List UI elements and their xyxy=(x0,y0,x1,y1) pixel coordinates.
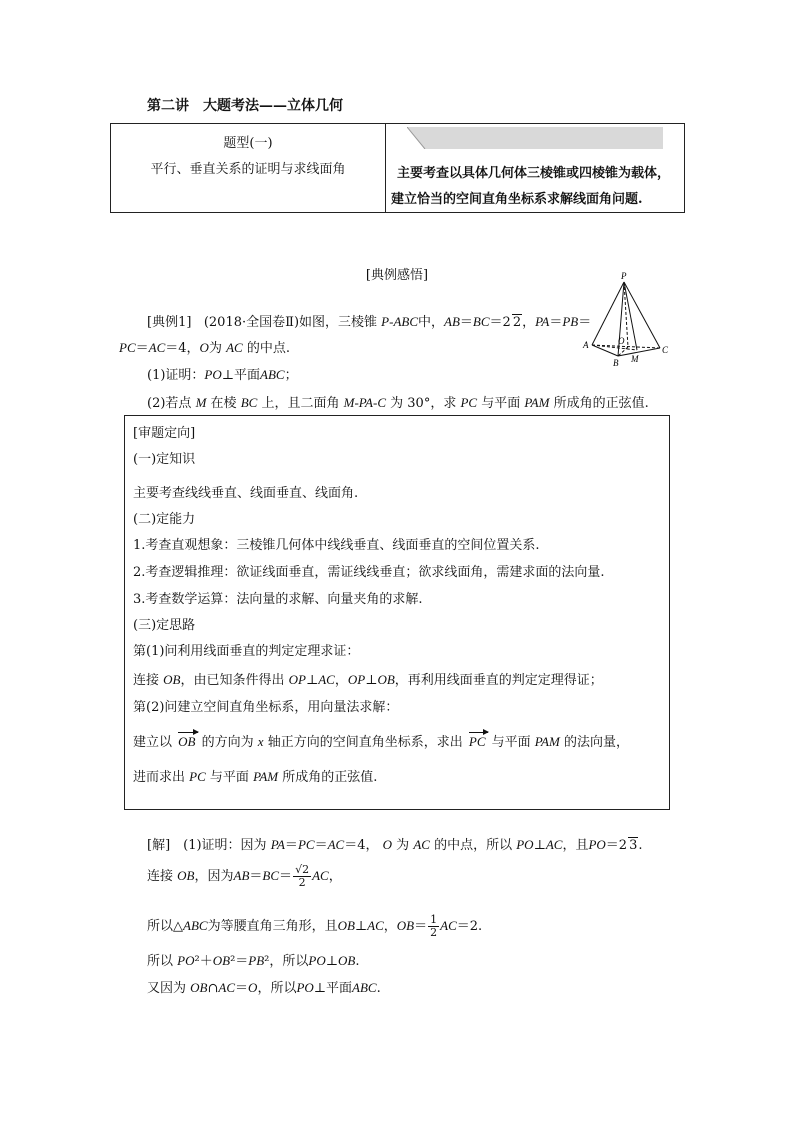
math: AC xyxy=(318,672,335,687)
text: ²＝ xyxy=(230,954,249,969)
text: . xyxy=(376,981,381,996)
text: ＝2 xyxy=(489,315,511,330)
math: PAM xyxy=(253,769,279,784)
math: ABC xyxy=(183,918,208,933)
text: . xyxy=(355,954,360,969)
math: AB xyxy=(233,868,250,883)
math: AC xyxy=(440,918,457,933)
math: PO xyxy=(516,837,534,852)
text: 的中点. xyxy=(246,341,290,356)
topic-type-name: 平行、垂直关系的证明与求线面角 xyxy=(150,162,346,177)
analysis-subheading: (三)定思路 xyxy=(133,618,196,633)
analysis-line: 第(2)问建立空间直角坐标系，用向量法求解： xyxy=(133,700,399,715)
text: ⊥ xyxy=(325,954,338,969)
fraction-numerator: 1 xyxy=(430,913,438,926)
math: x xyxy=(257,734,264,749)
analysis-box xyxy=(124,415,670,810)
analysis-line: 主要考查线线垂直、线面垂直、线面角. xyxy=(133,486,359,501)
label-c: C xyxy=(662,345,669,355)
fraction-numerator: √2 xyxy=(295,863,310,876)
math: OB xyxy=(337,918,355,933)
label-m: M xyxy=(631,354,639,364)
math: BC xyxy=(472,314,490,329)
math: OB xyxy=(163,672,181,687)
math: AC xyxy=(367,918,384,933)
analysis-line xyxy=(133,669,603,688)
math: PB xyxy=(248,953,265,968)
sqrt-value: 2 xyxy=(512,315,522,330)
text: 所成角的正弦值. xyxy=(553,396,649,411)
text: 又因为 xyxy=(147,981,187,996)
math: OB xyxy=(337,953,356,968)
solution-line4 xyxy=(147,950,359,969)
fraction-denominator: 2 xyxy=(298,876,306,889)
text: ²＋ xyxy=(194,954,213,969)
analysis-subheading: (一)定知识 xyxy=(133,452,196,467)
text: ＝4， xyxy=(344,838,379,853)
text: ，且 xyxy=(562,838,589,853)
solution-line5 xyxy=(147,977,381,996)
text: (1)证明： xyxy=(147,368,205,383)
problem-source: (2018·全国卷Ⅱ)如图，三棱锥 xyxy=(203,315,378,330)
text: ＝ xyxy=(249,869,263,884)
text: ⊥平面 xyxy=(313,981,353,996)
text: 为 30°，求 xyxy=(390,396,457,411)
math: OB xyxy=(377,672,395,687)
math: O xyxy=(199,340,209,355)
text: . xyxy=(638,838,643,853)
text: 建立以 xyxy=(133,735,173,750)
math: AC xyxy=(413,837,430,852)
text: ＝ xyxy=(235,981,249,996)
math: PAM xyxy=(524,395,550,410)
text: 与平面 xyxy=(491,735,531,750)
math: OB xyxy=(177,868,195,883)
text: 上，且二面角 xyxy=(261,396,340,411)
sqrt xyxy=(512,314,522,330)
topic-box-divider xyxy=(385,124,386,212)
text: 在棱 xyxy=(210,396,237,411)
text: 的中点，所以 xyxy=(434,838,513,853)
analysis-line: 2.考查逻辑推理：欲证线面垂直，需证线线垂直；欲求线面角，需建求面的法向量. xyxy=(133,565,605,580)
text: ，再利用线面垂直的判定定理得证； xyxy=(394,673,603,688)
math: AC xyxy=(545,837,563,852)
question-2 xyxy=(147,392,649,411)
text: ＝ xyxy=(414,919,428,934)
math: PB xyxy=(562,314,579,329)
text: ＝ xyxy=(279,869,293,884)
text: ＝ xyxy=(549,315,563,330)
topic-type-label: 题型(一) xyxy=(223,136,273,151)
text: 为 xyxy=(208,341,222,356)
analysis-line: 3.考查数学运算：法向量的求解、向量夹角的求解. xyxy=(133,592,423,607)
analysis-subheading: (二)定能力 xyxy=(133,512,196,527)
text: 连接 xyxy=(147,869,174,884)
solution-line2 xyxy=(147,864,342,889)
math: PO xyxy=(588,837,606,852)
text: ， xyxy=(383,919,397,934)
vector-ob: OB xyxy=(178,734,196,749)
text: ， xyxy=(328,869,342,884)
math: PC xyxy=(189,769,206,784)
text: 所成角的正弦值. xyxy=(282,770,378,785)
math: PO xyxy=(177,953,195,968)
math: M xyxy=(195,395,207,410)
text: ⊥ xyxy=(533,838,546,853)
topic-desc-line1: 主要考查以具体几何体三棱锥或四棱锥为载体， xyxy=(397,166,671,181)
label-p: P xyxy=(621,271,627,281)
label-o: O xyxy=(618,336,625,346)
solution-line1 xyxy=(147,834,643,853)
math: PC xyxy=(460,395,478,410)
text: 的法向量， xyxy=(563,735,629,750)
math: PO xyxy=(296,980,314,995)
math: AC xyxy=(226,340,243,355)
math: ABC xyxy=(352,980,377,995)
text: 轴正方向的空间直角坐标系，求出 xyxy=(267,735,463,750)
math: PA xyxy=(270,837,285,852)
text: ＝ xyxy=(314,838,328,853)
text: [解] (1)证明：因为 xyxy=(147,838,267,853)
text: ， xyxy=(334,673,348,688)
question-1 xyxy=(147,364,298,383)
text: ⊥ xyxy=(365,673,378,688)
text: (2)若点 xyxy=(147,396,192,411)
text: ，由已知条件得出 xyxy=(180,673,285,688)
pyramid-figure xyxy=(580,268,680,368)
topic-box xyxy=(110,123,685,213)
text: ＝ xyxy=(578,315,592,330)
math: ABC xyxy=(260,367,285,382)
math: PO xyxy=(204,367,222,382)
text: ； xyxy=(284,368,298,383)
math: O xyxy=(248,980,258,995)
math: BC xyxy=(262,868,280,883)
math: OB xyxy=(396,918,415,933)
math: BC xyxy=(240,395,258,410)
fraction xyxy=(293,864,311,889)
math: AC xyxy=(148,340,166,355)
math: M-PA-C xyxy=(343,395,386,410)
math: PAM xyxy=(534,734,560,749)
text: ∩ xyxy=(207,981,219,996)
text: 的方向为 xyxy=(201,735,254,750)
math: P-ABC xyxy=(381,314,418,329)
text: 为等腰直角三角形，且 xyxy=(207,919,338,934)
text: 与平面 xyxy=(481,396,521,411)
text: ＝ xyxy=(284,838,298,853)
math: O xyxy=(382,837,393,852)
sqrt-value: 3 xyxy=(629,838,638,853)
section-title: [典例感悟] xyxy=(365,268,429,283)
math: OB xyxy=(190,980,208,995)
text: 为 xyxy=(396,838,410,853)
math: PA xyxy=(535,314,550,329)
math: OP xyxy=(347,672,366,687)
text: ＝ xyxy=(135,341,149,356)
math: PC xyxy=(297,837,315,852)
math: AC xyxy=(218,980,236,995)
problem-tag: [典例1] xyxy=(147,315,192,330)
text: ＝ xyxy=(459,315,473,330)
analysis-line xyxy=(133,731,629,750)
text: 进而求出 xyxy=(133,770,186,785)
text: 所以 xyxy=(147,954,174,969)
analysis-line: 第(1)问利用线面垂直的判定定理求证： xyxy=(133,644,360,659)
label-b: B xyxy=(613,358,619,368)
math: PO xyxy=(308,953,326,968)
text: ＝2 xyxy=(605,838,628,853)
text: ⊥平面 xyxy=(221,368,260,383)
text: ＝4， xyxy=(165,341,200,356)
text: 所以△ xyxy=(147,919,183,934)
sqrt xyxy=(628,837,638,853)
vector-pc: PC xyxy=(468,734,486,749)
math: AC xyxy=(327,837,345,852)
math: PC xyxy=(119,340,136,355)
page-heading: 第二讲 大题考法——立体几何 xyxy=(147,98,343,114)
decorative-banner xyxy=(407,127,663,149)
text: ²，所以 xyxy=(264,954,309,969)
problem-line1 xyxy=(147,311,591,330)
text: 连接 xyxy=(133,673,160,688)
math: OB xyxy=(212,953,231,968)
problem-line2 xyxy=(119,337,290,356)
fraction xyxy=(428,914,439,939)
text: ⊥ xyxy=(354,919,368,934)
text: ⊥ xyxy=(306,673,319,688)
math: AB xyxy=(444,314,460,329)
text: ＝2. xyxy=(456,919,483,934)
solution-line3 xyxy=(147,914,482,939)
text: ，因为 xyxy=(194,869,234,884)
math: AC xyxy=(312,868,329,883)
analysis-heading: [审题定向] xyxy=(133,426,196,441)
math: OP xyxy=(288,672,306,687)
topic-desc-line2: 建立恰当的空间直角坐标系求解线面角问题. xyxy=(391,192,643,207)
label-a: A xyxy=(583,340,589,350)
analysis-line xyxy=(133,766,377,785)
analysis-line: 1.考查直观想象：三棱锥几何体中线线垂直、线面垂直的空间位置关系. xyxy=(133,538,540,553)
fraction-denominator: 2 xyxy=(430,926,438,939)
text: ，所以 xyxy=(257,981,297,996)
text: ， xyxy=(522,315,536,330)
text: 中， xyxy=(418,315,445,330)
text: 与平面 xyxy=(209,770,249,785)
